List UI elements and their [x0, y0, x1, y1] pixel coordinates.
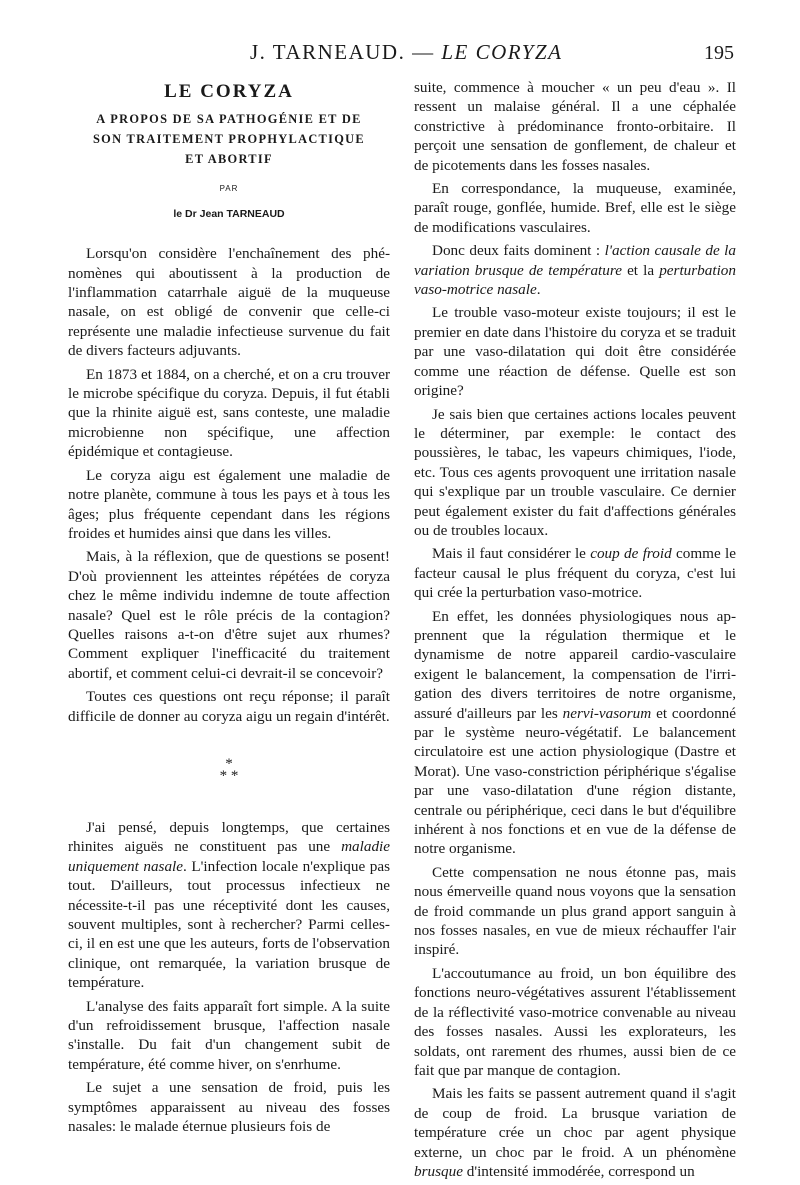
- subtitle-line: A PROPOS DE SA PATHOGÉNIE ET DE: [96, 112, 362, 127]
- paragraph: [414, 241, 736, 299]
- page-number: 195: [704, 42, 734, 64]
- italic-run: l'action causale de la variation brusque de température: [414, 242, 736, 279]
- subtitle-line: ET ABORTIF: [185, 152, 273, 167]
- section-separator: [68, 755, 390, 784]
- paragraph: En correspondance, la muqueuse, examinée, paraît rouge, gonflée, humide. Bref, elle est le siège de modifications vasculaires.: [414, 180, 736, 236]
- italic-run: coup de froid: [590, 545, 672, 563]
- subtitle-line: SON TRAITEMENT PROPHYLACTIQUE: [92, 132, 365, 147]
- text-run: d'intensité immodérée, correspond un: [462, 1162, 695, 1180]
- paragraph: L'accoutumance au froid, un bon équilibre des fonctions neuro-végétatives assurent l'établissement de la réflectivité vaso-motrice convenable au niveau des fosses nasales. Aussi les explorateurs, les soldats, ont rarement des rhumes, aussi bien de ce fait que par manque de contagion.: [414, 964, 736, 1079]
- article-title: LE CORYZA: [164, 81, 294, 102]
- paragraph: Le sujet a une sensation de froid, puis les symptômes apparaissent au niveau des fosses nasales: le malade éternue plusieurs fois de: [68, 1079, 390, 1136]
- running-head-article: LE CORYZA: [441, 40, 563, 64]
- text-run: Donc deux faits dominent :: [432, 242, 605, 260]
- paragraph: [68, 818, 390, 993]
- paragraph: [414, 544, 736, 602]
- text-run: Mais il faut considérer le: [432, 545, 591, 563]
- paragraph: Je sais bien que certaines actions locales peuvent le déterminer, par exemple: le contact des poussières, le tabac, les vapeurs chimiques, l'iode, etc. Tous ces agents provoquent une irritation nasale qui s'explique par un trouble vasculaire. Ce dernier peut également exister du fait d'affections générales ou de troubles locaux.: [414, 405, 736, 539]
- text-run: Mais les faits se passent autrement quand il s'agit de coup de froid. La brusque variation de température crée un choc par agent physique externe, un choc par le froid. A un phénomène: [414, 1085, 736, 1161]
- italic-run: perturbation vaso-motrice nasale: [414, 261, 736, 299]
- paragraph: [414, 607, 736, 859]
- article-author: le Dr Jean TARNEAUD: [173, 207, 285, 220]
- running-head-author: J. TARNEAUD.: [250, 40, 406, 64]
- paragraph: Mais, à la réflexion, que de questions se posent! D'où proviennent les atteintes répétées de coryza chez le même individu indemne de toute affection nasale? Quel est le rôle précis de la contagion? Quelles raisons a-t-on d'être sujet aux rhumes? Comment expliquer l'inefficacité du traitement abortif, et comment celui-ci devrait-il se concevoir?: [68, 548, 390, 682]
- paragraph: suite, commence à moucher « un peu d'eau ». Il ressent un malaise général. Il a une céphalée constrictive à prédominance fronto-orbitaire. Il perçoit une sensation de gonflement, de chaleur et de picotements dans les fosses nasales.: [414, 79, 736, 174]
- paragraph: Le coryza aigu est également une maladie de notre planète, commune à tous les pays et à tous les âges; plus fréquente cependant dans les régions froides et humides ainsi que dans les villes.: [68, 466, 390, 542]
- text-run: et coordonné par le système neuro-végétatif. Le balancement circulatoire est une action physiologique (Dastre et Morat). Une vaso-constriction périphérique s'égalise par une vaso-dilatation d'une région distante, centrale ou périphérique, ceci dans le but d'équilibre inhérent à nos fonctions et en vue de la défense de notre organisme.: [414, 704, 736, 858]
- paragraph: Toutes ces questions ont reçu réponse; il paraît difficile de donner au coryza aigu un regain d'intérêt.: [68, 688, 390, 725]
- paragraph: Cette compensation ne nous étonne pas, mais nous émerveille quand nous voyons que la sensation de froid commande un plus grand apport sanguin à nos fosses nasales, en vue de mieux réchauffer l'air inspiré.: [414, 863, 736, 959]
- italic-run: maladie uniquement nasale: [68, 838, 390, 875]
- byline-par: PAR: [219, 184, 239, 194]
- paragraph: Lorsqu'on considère l'enchaînement des phénomènes qui aboutissent à la production de l'inflammation catarrhale aiguë de la muqueuse nasale, on est obligé de convenir que celle-ci représente une maladie infectieuse survenue du fait de divers facteurs adjuvants.: [68, 245, 390, 360]
- article-subtitle: [68, 109, 390, 169]
- running-head-title: [250, 40, 562, 65]
- paragraph: L'analyse des faits apparaît fort simple. A la suite d'un refroidissement brusque, l'affection nasale s'installe. Du fait d'un changement subit de température, été comme hiver, on s'enrhume.: [68, 997, 390, 1073]
- text-run: En effet, les données physiologiques nous apprennent que la régulation thermique et le dynamisme de notre appareil cardio-vasculaire exigent le balancement, la compensation de l'irrigation des divers territoires de notre organisme, assuré d'ailleurs par les: [414, 607, 736, 722]
- paragraph: En 1873 et 1884, on a cherché, et on a cru trouver le microbe spécifique du coryza. Depuis, il fut établi que la rhinite aiguë est, sans conteste, une maladie microbienne non spécifique, une affection épidémique et contagieuse.: [68, 365, 390, 461]
- separator-star-top: *: [225, 755, 233, 772]
- paragraph: Le trouble vaso-moteur existe toujours; il est le premier en date dans l'histoire du coryza et se traduit par une vaso-dilatation qui doit être considérée comme une réaction de défense. Quelle est son origine?: [414, 304, 736, 400]
- text-run: et la: [621, 261, 660, 279]
- text-run: . L'infection locale n'explique pas tout. D'ailleurs, tout processus infectieux ne nécessite-t-il pas une réceptivité dont les causes, souvent multiples, sont à rechercher? Parmi celles-ci, il en est une que les auteurs, forts de l'observation clinique, ont remarquée, la variation brusque de température.: [68, 857, 390, 992]
- italic-run: brusque: [414, 1162, 463, 1180]
- text-run: comme le facteur causal le plus fréquent du coryza, c'est lui qui crée la perturbation vaso-motrice.: [414, 545, 736, 602]
- text-run: .: [536, 281, 541, 299]
- text-run: J'ai pensé, depuis longtemps, que certaines rhinites aiguës ne constituent pas une: [68, 818, 390, 856]
- separator-star-bottom: * *: [219, 767, 239, 784]
- left-column: [68, 78, 390, 1140]
- right-column: [414, 78, 736, 1185]
- running-head: [0, 40, 800, 70]
- italic-run: nervi-vasorum: [562, 704, 652, 722]
- running-head-dash: —: [405, 40, 442, 64]
- paragraph: [414, 1084, 736, 1181]
